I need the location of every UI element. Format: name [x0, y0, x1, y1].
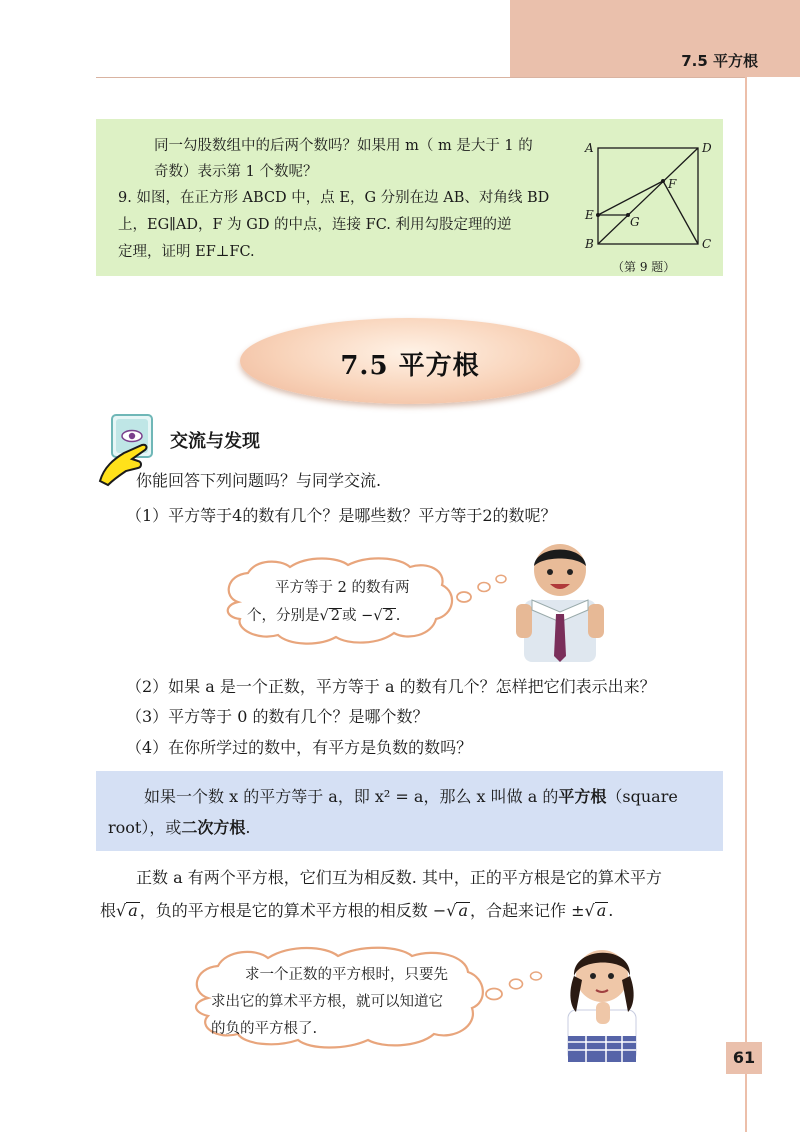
term-second-root: 二次方根	[181, 818, 246, 837]
exchange-intro: 你能回答下列问题吗？与同学交流.	[136, 471, 382, 490]
label-g: G	[630, 215, 640, 229]
definition-text: root），或	[108, 818, 182, 837]
label-e: E	[585, 208, 594, 222]
sqrt-radicand: 2	[330, 608, 340, 624]
question-4: （4）在你所学过的数中，有平方是负数的数吗？	[126, 738, 473, 757]
exercise-9-text: 9. 如图，在正方形 ABCD 中，点 E，G 分别在边 AB、对角线 BD	[118, 190, 550, 206]
margin-rule	[745, 77, 747, 1132]
cloud2-line2: 求出它的算术平方根，就可以知道它	[211, 994, 443, 1010]
exercise-line: 上，EG∥AD，F 为 GD 的中点，连接 FC. 利用勾股定理的逆	[118, 217, 512, 233]
question-2: （2）如果 a 是一个正数，平方等于 a 的数有几个？怎样把它们表示出来？	[126, 677, 656, 696]
definition-text: .	[245, 818, 251, 837]
question-1: （1）平方等于4的数有几个？是哪些数？平方等于2的数呢？	[126, 506, 557, 525]
cloud2-line1: 求一个正数的平方根时，只要先	[245, 967, 448, 983]
sqrt-radicand: 2	[384, 608, 394, 624]
cloud1-text: .	[395, 608, 401, 624]
definition-text: 如果一个数 x 的平方等于 a，即 x² = a，那么 x 叫做 a 的	[144, 787, 559, 806]
square-abcd-figure	[580, 138, 720, 258]
sqrt-radicand: a	[128, 901, 138, 920]
body-text: ，负的平方根是它的算术平方根的相反数 −	[139, 901, 447, 920]
cloud1-text: 或 −	[341, 608, 374, 624]
girl-illustration	[556, 936, 648, 1062]
definition-text: （square	[606, 787, 678, 806]
exercise-line: 同一勾股数组中的后两个数吗？如果用 m（ m 是大于 1 的	[154, 138, 533, 154]
cloud1-line1: 平方等于 2 的数有两	[275, 580, 410, 596]
sqrt-radicand: a	[596, 901, 607, 920]
label-c: C	[702, 237, 712, 251]
boy-illustration	[510, 538, 610, 662]
label-d: D	[702, 141, 712, 155]
sqrt-radicand: a	[458, 901, 469, 920]
cloud1-line2: 个，分别是√ 2 或 −√ 2 .	[247, 608, 401, 624]
definition-line2	[108, 817, 250, 839]
exchange-heading: 交流与发现	[170, 431, 260, 452]
label-b: B	[585, 237, 594, 251]
cloud1-text: 个，分别是	[247, 608, 320, 624]
definition-line1	[144, 786, 678, 808]
body-line1: 正数 a 有两个平方根，它们互为相反数. 其中，正的平方根是它的算术平方	[136, 868, 662, 887]
cloud2-line3: 的负的平方根了.	[211, 1021, 318, 1037]
body-text: ，合起来记作 ±	[470, 901, 585, 920]
question-3: （3）平方等于 0 的数有几个？是哪个数？	[126, 707, 429, 726]
body-line2: 根√ a ，负的平方根是它的算术平方根的相反数 −√ a ，合起来记作 ±√ a .	[100, 901, 614, 920]
exercise-line: 奇数）表示第 1 个数呢？	[154, 164, 318, 180]
section-title: 7.5 平方根	[340, 351, 480, 381]
term-square-root: 平方根	[558, 787, 607, 806]
body-text: 根	[100, 901, 117, 920]
exercise-line: 定理，证明 EF⊥FC.	[118, 244, 255, 260]
thought-cloud	[218, 557, 518, 647]
section-title-oval	[240, 318, 580, 404]
label-f: F	[668, 177, 677, 191]
figure-caption: （第 9 题）	[612, 260, 676, 274]
header-rule	[96, 77, 746, 78]
body-text: .	[608, 901, 614, 920]
definition-box	[96, 771, 723, 851]
label-a: A	[585, 141, 594, 155]
page-number: 61	[726, 1042, 762, 1074]
running-header: 7.5 平方根	[681, 52, 758, 70]
